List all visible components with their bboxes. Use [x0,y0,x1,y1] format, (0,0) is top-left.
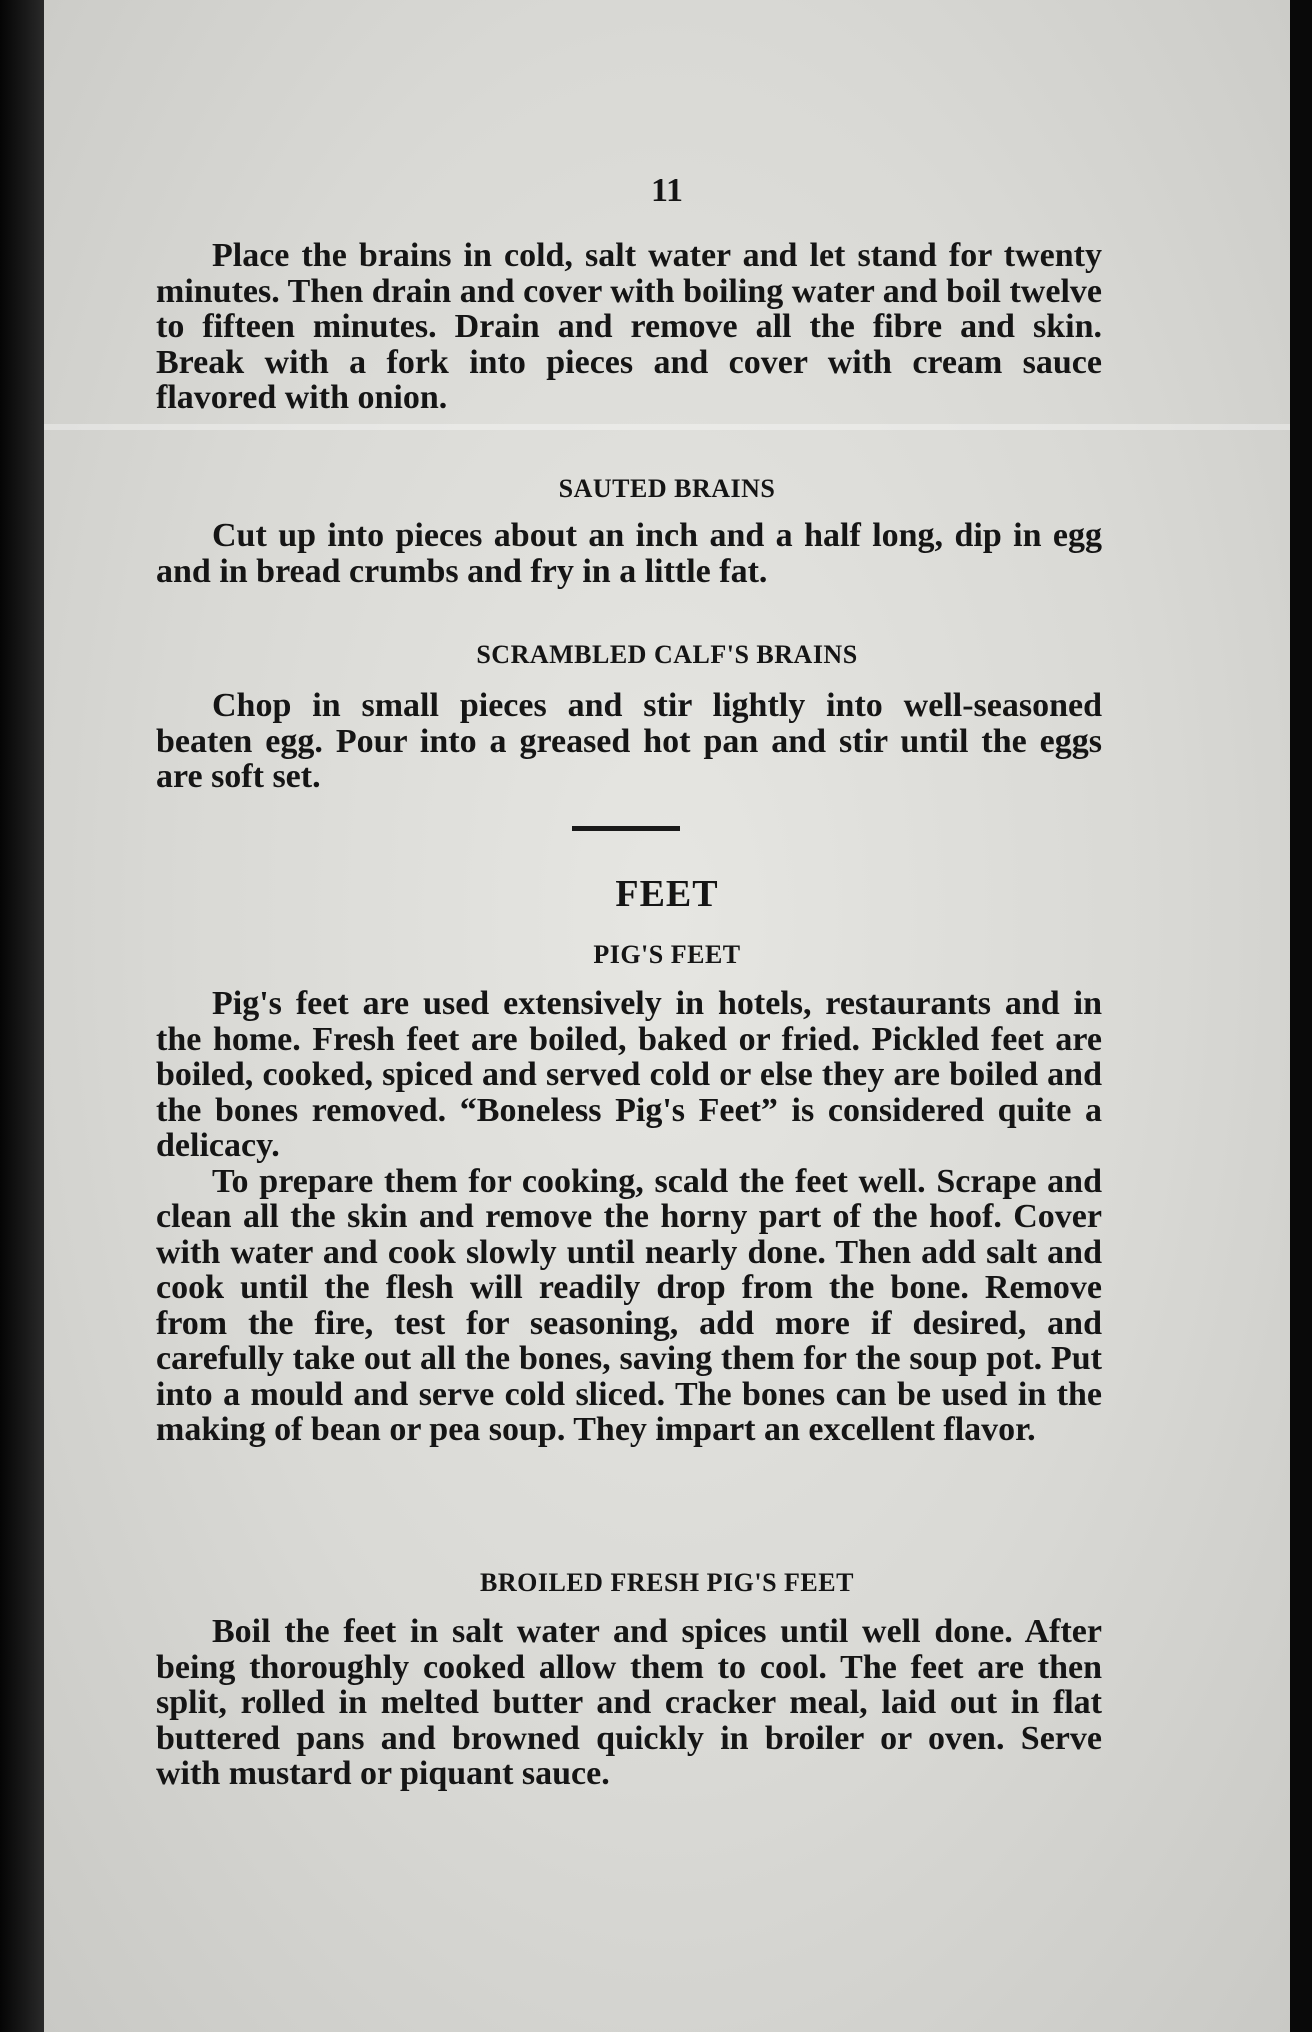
recipe-body-sauted-brains [156,518,1102,589]
recipe-paragraph: To prepare them for cooking, scald the feet well. Scrape and clean all the skin and remove the horny part of the hoof. Cover with water and cook slowly until nearly done. Then add salt and cook until the flesh will readily drop from the bone. Remove from the fire, test for seasoning, add more if desired, and carefully take out all the bones, saving them for the soup pot. Put into a mould and serve cold sliced. The bones can be used in the making of bean or pea soup. They impart an excellent flavor. [156,1162,1102,1448]
page-edge-shadow [1290,0,1312,2032]
page-number: 11 [650,172,684,209]
recipe-title-broiled-fresh-pigs-feet: BROILED FRESH PIG'S FEET [480,1568,854,1597]
book-page [44,0,1290,2032]
section-title-feet: FEET [615,873,719,915]
recipe-paragraph: Chop in small pieces and stir lightly into well-seasoned beaten egg. Pour into a greased hot pan and stir until the eggs are soft set. [156,687,1102,795]
page-crease [44,424,1290,430]
intro-text [156,238,1102,416]
recipe-body-pigs-feet [156,986,1102,1448]
recipe-paragraph: Pig's feet are used extensively in hotels, restaurants and in the home. Fresh feet are boiled, baked or fried. Pickled feet are boiled, cooked, spiced and served cold or else they are boiled and the bones removed. “Boneless Pig's Feet” is considered quite a delicacy. [156,985,1102,1164]
recipe-title-scrambled-calfs-brains: SCRAMBLED CALF'S BRAINS [476,640,858,669]
section-divider [572,826,680,831]
recipe-title-pigs-feet: PIG'S FEET [593,940,741,969]
recipe-paragraph: Boil the feet in salt water and spices until well done. After being thoroughly cooked allow them to cool. The feet are then split, rolled in melted butter and cracker meal, laid out in flat buttered pans and browned quickly in broiler or oven. Serve with mustard or piquant sauce. [156,1613,1102,1792]
recipe-paragraph: Cut up into pieces about an inch and a half long, dip in egg and in bread crumbs and fry in a little fat. [156,517,1102,590]
recipe-title-sauted-brains: SAUTED BRAINS [558,474,776,503]
book-gutter [0,0,44,2032]
recipe-body-broiled-fresh-pigs-feet [156,1614,1102,1792]
recipe-body-scrambled-calfs-brains [156,688,1102,795]
intro-paragraph: Place the brains in cold, salt water and let stand for twenty minutes. Then drain and cover with boiling water and boil twelve to fifteen minutes. Drain and remove all the fibre and skin. Break with a fork into pieces and cover with cream sauce flavored with onion. [156,237,1102,416]
